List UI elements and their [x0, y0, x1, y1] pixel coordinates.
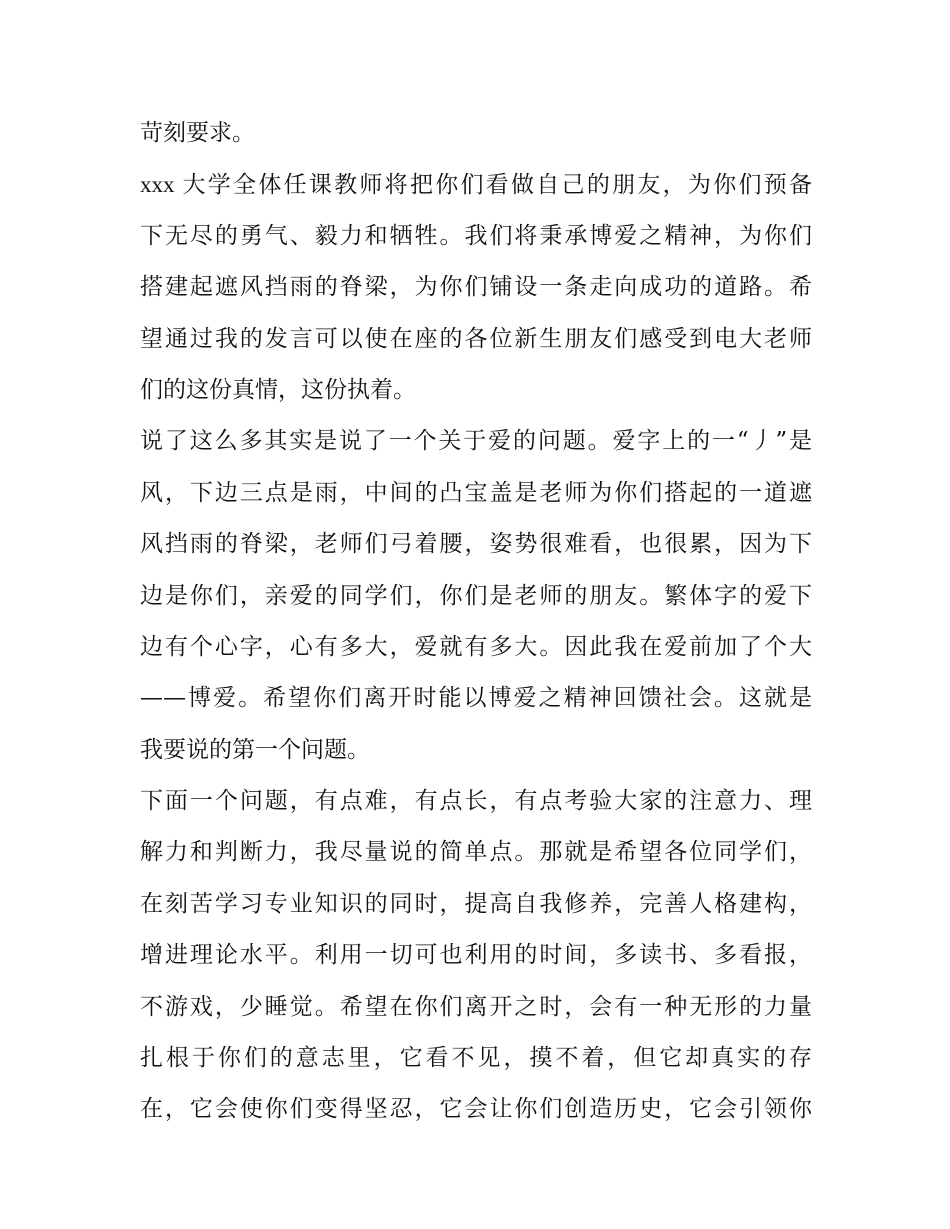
text-line: 望通过我的发言可以使在座的各位新生朋友们感受到电大老师	[140, 325, 812, 352]
text-line: 扎根于你们的意志里，它看不见，摸不着，但它却真实的存	[140, 1045, 812, 1072]
text-line: 增进理论水平。利用一切可也利用的时间，多读书、多看报，	[140, 942, 812, 969]
text-line: 苛刻要求。	[140, 120, 255, 146]
text-line: 下面一个问题，有点难，有点长，有点考验大家的注意力、理	[140, 788, 812, 815]
text-line: 在，它会使你们变得坚忍，它会让你们创造历史，它会引领你	[140, 1096, 812, 1123]
text-line: 不游戏，少睡觉。希望在你们离开之时，会有一种无形的力量	[140, 993, 812, 1020]
text-line: 说了这么多其实是说了一个关于爱的问题。爱字上的一“丿”是	[140, 428, 812, 455]
text-line: 边是你们，亲爱的同学们，你们是老师的朋友。繁体字的爱下	[140, 582, 812, 609]
text-line: 们的这份真情，这份执着。	[140, 376, 416, 403]
text-line: xxx 大学全体任课教师将把你们看做自己的朋友，为你们预备	[140, 172, 812, 198]
text-line: 我要说的第一个问题。	[140, 736, 370, 763]
text-line: 解力和判断力，我尽量说的简单点。那就是希望各位同学们，	[140, 839, 812, 866]
text-line: 边有个心字，心有多大，爱就有多大。因此我在爱前加了个大	[140, 633, 812, 660]
text-line: 风，下边三点是雨，中间的凸宝盖是老师为你们搭起的一道遮	[140, 479, 812, 506]
text-line: 下无尽的勇气、毅力和牺牲。我们将秉承博爱之精神，为你们	[140, 222, 812, 249]
document-body	[140, 108, 812, 1136]
text-line: ——博爱。希望你们离开时能以博爱之精神回馈社会。这就是	[140, 685, 812, 712]
text-line: 在刻苦学习专业知识的同时，提高自我修养，完善人格建构，	[140, 890, 812, 917]
text-line: 风挡雨的脊梁，老师们弓着腰，姿势很难看，也很累，因为下	[140, 531, 812, 558]
text-line: 搭建起遮风挡雨的脊梁，为你们铺设一条走向成功的道路。希	[140, 274, 812, 301]
